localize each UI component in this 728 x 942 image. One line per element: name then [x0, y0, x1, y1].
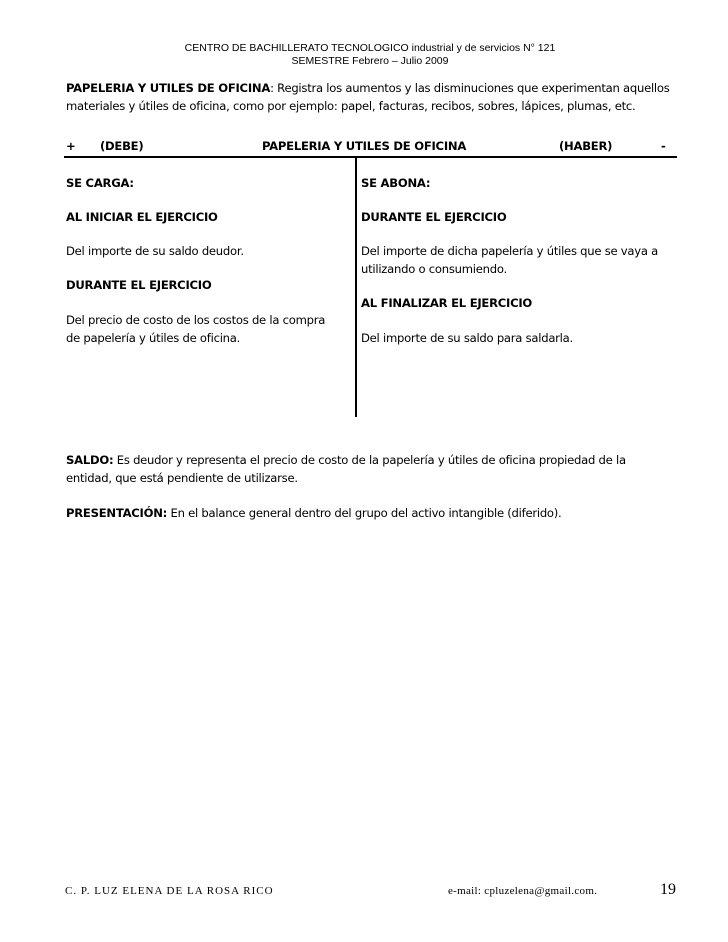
intro-line-2: materiales y útiles de oficina, como por ejemplo: papel, facturas, recibos, sobres, lápices, plumas, etc. [66, 99, 636, 113]
right-sub-al-finalizar: AL FINALIZAR EL EJERCICIO [361, 296, 533, 310]
t-debe-label: (DEBE) [100, 139, 144, 153]
intro-paragraph [66, 79, 686, 115]
header-line-1: CENTRO DE BACHILLERATO TECNOLOGICO industrial y de servicios N° 121 [184, 42, 556, 54]
se-abona-heading: SE ABONA: [361, 176, 431, 190]
left-text-saldo-deudor: Del importe de su saldo deudor. [66, 244, 244, 258]
saldo-line-2: entidad, que está pendiente de utilizarse. [66, 471, 298, 485]
intro-title: PAPELERIA Y UTILES DE OFICINA [66, 81, 271, 95]
se-carga-heading: SE CARGA: [66, 176, 134, 190]
presentacion-label: PRESENTACIÓN: [66, 506, 168, 520]
left-sub-al-iniciar: AL INICIAR EL EJERCICIO [66, 210, 218, 224]
footer-email: e-mail: cpluzelena@gmail.com. [448, 885, 598, 897]
right-sub-durante: DURANTE EL EJERCICIO [361, 210, 507, 224]
saldo-label: SALDO: [66, 453, 114, 467]
t-account-horizontal-line [64, 156, 677, 158]
t-account-title: PAPELERIA Y UTILES DE OFICINA [262, 139, 467, 153]
header-line-2: SEMESTRE Febrero – Julio 2009 [291, 55, 449, 67]
intro-line-1: : Registra los aumentos y las disminuciones que experimentan aquellos [270, 81, 670, 95]
t-minus-sign: - [661, 139, 666, 153]
left-sub-durante: DURANTE EL EJERCICIO [66, 278, 212, 292]
presentacion-paragraph [66, 504, 561, 522]
presentacion-text: En el balance general dentro del grupo del activo intangible (diferido). [167, 506, 562, 520]
saldo-line-1: Es deudor y representa el precio de costo de la papelería y útiles de oficina propiedad de la [113, 453, 626, 467]
left-text-compra-line-1: Del precio de costo de los costos de la compra [66, 313, 326, 327]
t-haber-label: (HABER) [559, 139, 613, 153]
page-number: 19 [660, 881, 676, 898]
right-text-consumo-line-1: Del importe de dicha papelería y útiles que se vaya a [361, 244, 659, 258]
left-text-compra-line-2: de papelería y útiles de oficina. [66, 331, 241, 345]
t-plus-sign: + [66, 139, 76, 153]
footer-author: C. P. LUZ ELENA DE LA ROSA RICO [65, 885, 274, 897]
saldo-paragraph [66, 451, 686, 487]
right-text-consumo-line-2: utilizando o consumiendo. [361, 262, 507, 276]
right-text-saldarla: Del importe de su saldo para saldarla. [361, 331, 573, 345]
t-account-vertical-line [355, 157, 357, 417]
